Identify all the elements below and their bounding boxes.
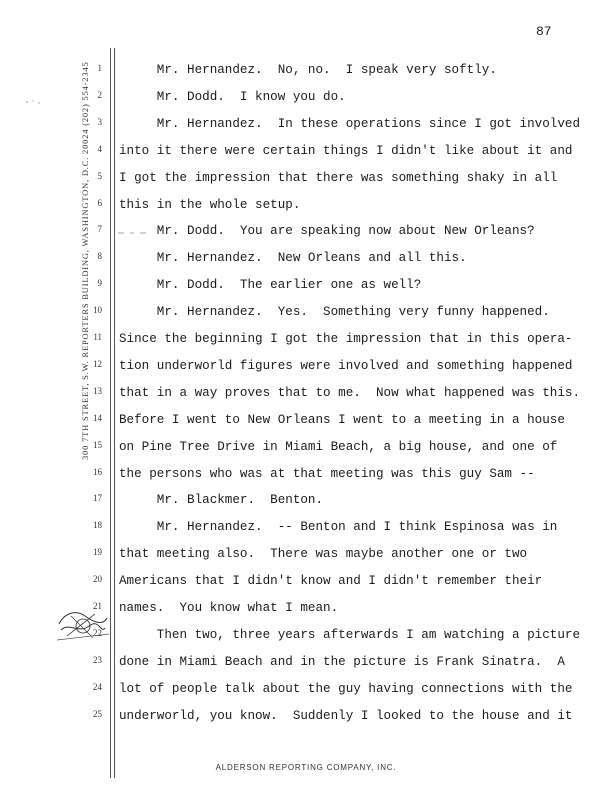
speck-mark-icon xyxy=(116,230,150,236)
line-number: 2 xyxy=(97,89,102,100)
transcript-line: that in a way proves that to me. Now what happened was this. xyxy=(119,385,581,400)
transcript-line: Mr. Dodd. You are speaking now about New Orleans? xyxy=(119,224,535,239)
transcript-line: tion underworld figures were involved and something happened xyxy=(119,358,573,373)
reporter-address: 300 7TH STREET, S.W. REPORTERS BUILDING, WASHINGTON, D.C. 20024 (202) 554-2345 xyxy=(80,61,90,460)
line-number: 11 xyxy=(93,332,102,342)
left-margin-line-inner xyxy=(114,48,115,778)
line-number: 17 xyxy=(93,493,102,504)
line-number: 16 xyxy=(93,466,102,477)
line-number: 3 xyxy=(97,116,102,127)
transcript-line: Before I went to New Orleans I went to a meeting in a house xyxy=(119,412,565,427)
line-number: 19 xyxy=(93,547,102,558)
line-number: 18 xyxy=(93,520,102,531)
line-number: 9 xyxy=(97,278,102,289)
line-number: 8 xyxy=(97,251,102,262)
transcript-line: Mr. Blackmer. Benton. xyxy=(119,493,324,508)
transcript-line: lot of people talk about the guy having connections with the xyxy=(119,681,573,696)
transcript-line: Mr. Hernandez. No, no. I speak very softly. xyxy=(119,63,497,77)
line-number: 14 xyxy=(93,412,102,423)
transcript-line: this in the whole setup. xyxy=(119,197,301,212)
line-number: 7 xyxy=(97,224,102,235)
line-number: 25 xyxy=(93,708,102,719)
line-number: 23 xyxy=(93,654,102,665)
line-number: 6 xyxy=(97,197,102,208)
transcript-line: done in Miami Beach and in the picture is Frank Sinatra. A xyxy=(119,654,565,669)
page-number: 87 xyxy=(536,24,552,39)
transcript-line: Mr. Hernandez. Yes. Something very funny happened. xyxy=(119,305,550,320)
scribble-stamp-icon xyxy=(55,604,111,644)
footer-company: ALDERSON REPORTING COMPANY, INC. xyxy=(215,763,397,772)
line-number: 20 xyxy=(93,574,102,585)
line-number: 22 xyxy=(93,627,102,638)
transcript-line: Americans that I didn't know and I didn't remember their xyxy=(119,574,543,589)
transcript-line: Mr. Hernandez. -- Benton and I think Espinosa was in xyxy=(119,520,558,535)
transcript-line: Then two, three years afterwards I am watching a picture xyxy=(119,627,581,642)
transcript-line: names. You know what I mean. xyxy=(119,601,339,615)
transcript-line: the persons who was at that meeting was this guy Sam -- xyxy=(119,466,535,481)
transcript-line: into it there were certain things I didn't like about it and xyxy=(119,143,573,158)
line-number: 12 xyxy=(93,358,102,369)
line-number: 13 xyxy=(93,385,102,396)
transcript-line: that meeting also. There was maybe another one or two xyxy=(119,547,528,562)
line-number: 24 xyxy=(93,681,102,692)
line-number: 15 xyxy=(93,439,102,450)
line-number: 21 xyxy=(93,601,102,611)
transcript-line: on Pine Tree Drive in Miami Beach, a big house, and one of xyxy=(119,439,558,454)
line-number: 10 xyxy=(93,305,102,316)
transcript-line: Mr. Hernandez. In these operations since I got involved xyxy=(119,116,581,131)
transcript-line: Mr. Dodd. I know you do. xyxy=(119,89,346,104)
speck-mark-icon xyxy=(24,98,44,106)
line-number: 1 xyxy=(97,63,102,73)
line-number: 5 xyxy=(97,170,102,181)
transcript-line: Mr. Dodd. The earlier one as well? xyxy=(119,278,422,293)
left-margin-line-outer xyxy=(110,48,111,778)
transcript-line: I got the impression that there was something shaky in all xyxy=(119,170,558,185)
transcript-line: Since the beginning I got the impression that in this opera- xyxy=(119,332,573,346)
line-number: 4 xyxy=(97,143,102,154)
transcript-line: Mr. Hernandez. New Orleans and all this. xyxy=(119,251,467,266)
transcript-line: underworld, you know. Suddenly I looked to the house and it xyxy=(119,708,573,723)
